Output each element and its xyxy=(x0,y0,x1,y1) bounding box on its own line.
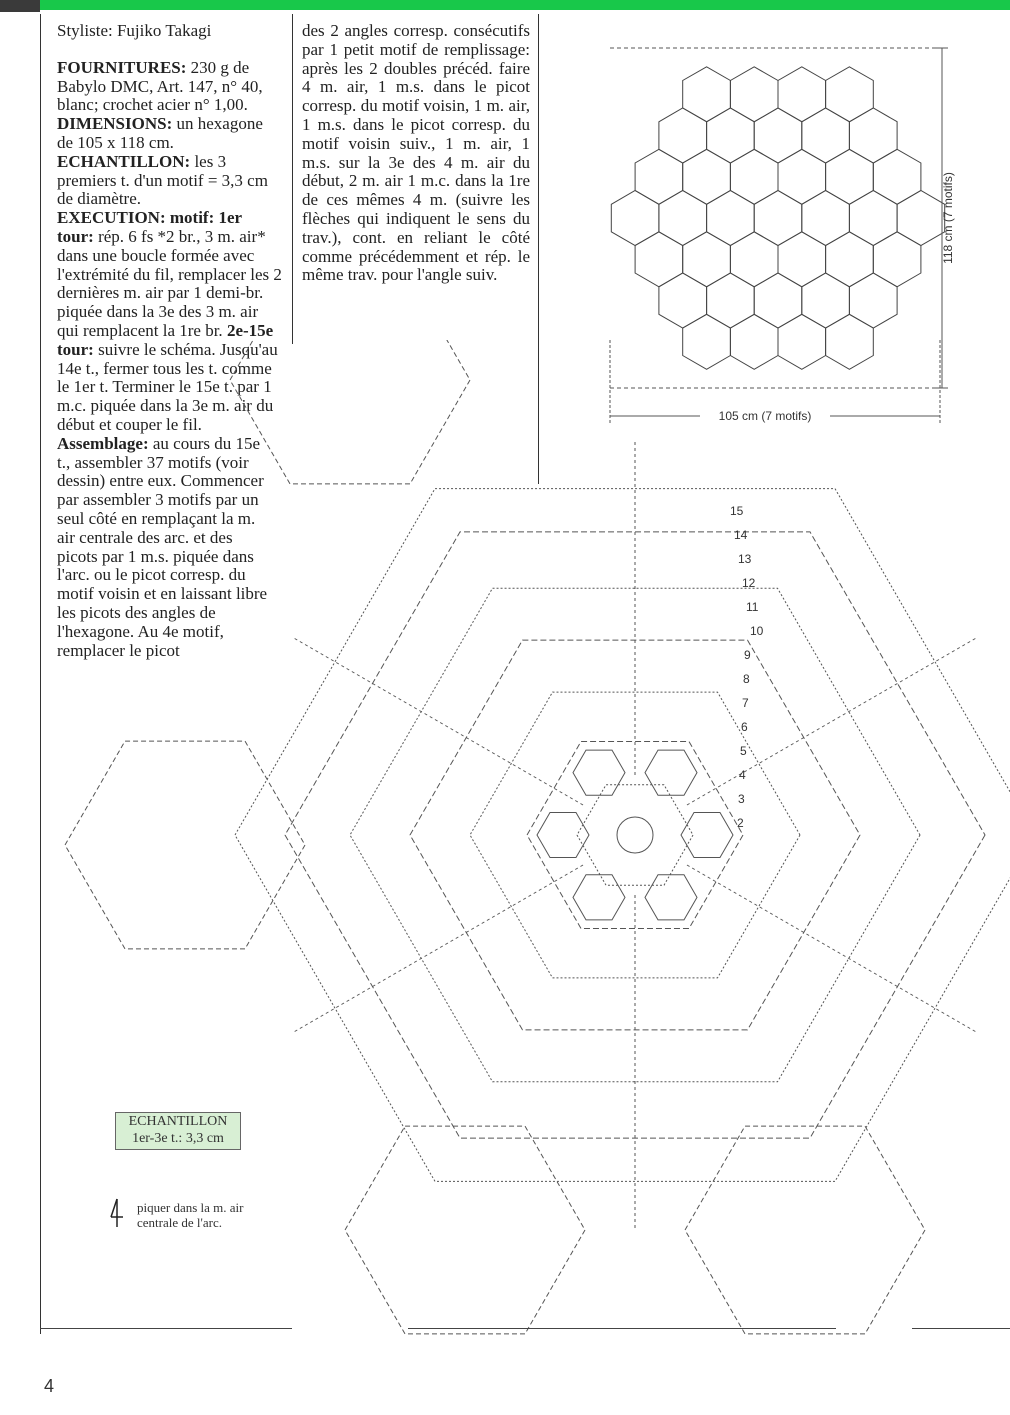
bottom-rule-left xyxy=(40,1328,292,1329)
chart-row-number: 6 xyxy=(741,720,748,734)
chart-ring xyxy=(527,742,743,929)
legend xyxy=(105,1195,305,1235)
hexagon-motif xyxy=(730,149,778,204)
fournitures-paragraph xyxy=(57,59,282,115)
chart-spoke xyxy=(293,865,583,1033)
tours-label: 2e-15e tour: xyxy=(57,320,274,359)
hexagon-motif xyxy=(778,232,826,287)
hexagon-motif xyxy=(826,67,874,122)
chart-row-number: 14 xyxy=(734,528,748,542)
chart-ring xyxy=(577,785,693,885)
chart-spoke xyxy=(687,638,977,806)
hexagon-motif xyxy=(802,191,850,246)
chart-petal xyxy=(573,750,625,795)
height-label: 118 cm (7 motifs) xyxy=(941,172,955,264)
chart-petal xyxy=(573,875,625,920)
chart-spoke xyxy=(687,865,977,1033)
hexagon-motif xyxy=(802,273,850,328)
chart-neighbour-motif xyxy=(65,741,305,949)
chart-row-number: 5 xyxy=(740,744,747,758)
instructions-column-2 xyxy=(302,22,530,285)
hexagon-motif xyxy=(707,273,755,328)
chart-ring xyxy=(470,692,800,978)
hexagon-motif xyxy=(683,149,731,204)
hexagon-motif xyxy=(849,108,897,163)
chart-ring xyxy=(410,640,860,1030)
header-green-stripe xyxy=(40,0,1010,10)
chart-row-number: 15 xyxy=(730,504,744,518)
chart-ring xyxy=(235,489,1010,1182)
column2-text: des 2 angles corresp. consécutifs par 1 petit motif de remplissage: après les 2 doubles précéd. faire 4 m. air, 1 m.s. dans le picot corresp. du motif voisin, 1 m. air, 1 m.s. dans le picot corresp. du motif voisin suiv., 1 m. air, 1 m.s. sur la 3e des 4 m. air du début, 2 m. air 1 m.c. dans la 1re de ces mêmes 4 m. (suivre les flèches qui indiquent le sens du trav.), cont. en reliant le côté comme précédemment et rép. le même trav. pour l'angle suiv. xyxy=(302,21,530,285)
fournitures-label: FOURNITURES: xyxy=(57,57,187,77)
hexagon-motif-grid xyxy=(611,67,944,370)
dimensions-label: DIMENSIONS: xyxy=(57,114,173,134)
width-label: 105 cm (7 motifs) xyxy=(718,409,812,423)
hexagon-motif xyxy=(683,67,731,122)
legend-line-1: piquer dans la m. air xyxy=(137,1200,244,1215)
chart-row-number: 4 xyxy=(739,768,746,782)
hexagon-motif xyxy=(730,232,778,287)
chart-row-number: 7 xyxy=(742,696,749,710)
execution-motif-label: motif: 1er tour: xyxy=(57,208,242,246)
echantillon-box-value: 1er-3e t.: 3,3 cm xyxy=(132,1131,224,1146)
chart-center-ring xyxy=(617,817,653,853)
hexagon-motif xyxy=(754,108,802,163)
hexagon-motif xyxy=(707,108,755,163)
execution-label: EXECUTION: xyxy=(57,208,166,228)
echantillon-text: les 3 premiers t. d'un motif = 3,3 cm de diamètre. xyxy=(57,151,268,209)
chart-spoke xyxy=(293,638,583,806)
echantillon-box xyxy=(115,1112,241,1150)
stylist-credit: Styliste: Fujiko Takagi xyxy=(57,21,212,40)
header-bar xyxy=(0,0,1010,12)
chart-petal xyxy=(681,813,733,858)
chart-row-number: 2 xyxy=(737,816,744,830)
hexagon-motif xyxy=(730,67,778,122)
hexagon-motif xyxy=(611,191,659,246)
dimensions-paragraph xyxy=(57,115,282,153)
hexagon-motif xyxy=(802,108,850,163)
legend-text xyxy=(137,1200,244,1230)
echantillon-paragraph xyxy=(57,153,282,209)
chart-stitch-lines xyxy=(65,340,1010,1334)
header-dark-block xyxy=(0,0,40,12)
assemblage-text: au cours du 15e t., assembler 37 motifs (voir dessin) entre eux. Commencer par assembler 3 motifs par un seul côté en remplaçant la m. air centrale des arc. et des picots par 1 m.s. piquée dans l'arc. ou le picot corresp. du motif voisin et en laissant libre les picots des angles de l'hexagone. Au 4e motif, remplacer le picot xyxy=(57,433,268,660)
tours-text: suivre le schéma. Jusqu'au 14e t., fermer tous les t. comme le 1er t. Terminer le 15e t. par 1 m.c. piquée dans la 3e m. air du début et couper le fil. xyxy=(57,339,278,434)
chart-row-number: 11 xyxy=(746,600,759,614)
chart-petal xyxy=(537,813,589,858)
dimensions-text: un hexagone de 105 x 118 cm. xyxy=(57,114,263,152)
insert-arrow-icon xyxy=(105,1195,129,1229)
chart-row-number: 13 xyxy=(738,552,752,566)
hexagon-motif xyxy=(754,191,802,246)
hexagon-motif xyxy=(897,191,945,246)
hexagon-motif xyxy=(683,232,731,287)
hexagon-motif xyxy=(635,232,683,287)
assemblage-label: Assemblage: xyxy=(57,433,149,453)
chart-petal xyxy=(645,750,697,795)
hexagon-motif xyxy=(873,232,921,287)
hexagon-motif xyxy=(826,232,874,287)
bottom-rule-right xyxy=(912,1328,1010,1329)
hexagon-motif xyxy=(635,149,683,204)
echantillon-box-title: ECHANTILLON xyxy=(128,1114,228,1129)
chart-row-numbers xyxy=(730,504,764,830)
hexagon-motif xyxy=(659,108,707,163)
bottom-rule-center xyxy=(408,1328,836,1329)
hexagon-motif xyxy=(849,273,897,328)
fournitures-text: 230 g de Babylo DMC, Art. 147, n° 40, blanc; crochet acier n° 1,00. xyxy=(57,57,263,115)
execution-text: rép. 6 fs *2 br., 3 m. air* dans une boucle formée avec l'extrémité du fil, remplacer les 2 dernières m. air par 1 demi-br. piquée dans la 3e des 3 m. air qui remplacent la 1re br. xyxy=(57,226,282,340)
hexagon-motif xyxy=(849,191,897,246)
chart-petal xyxy=(645,875,697,920)
hexagon-motif xyxy=(778,67,826,122)
chart-row-number: 9 xyxy=(744,648,751,662)
chart-neighbour-motif xyxy=(345,1126,585,1334)
hexagon-motif xyxy=(659,273,707,328)
hexagon-motif xyxy=(778,149,826,204)
hexagon-motif xyxy=(873,149,921,204)
chart-row-number: 12 xyxy=(742,576,756,590)
legend-line-2: centrale de l'arc. xyxy=(137,1215,222,1230)
chart-row-number: 3 xyxy=(738,792,745,806)
chart-row-number: 10 xyxy=(750,624,764,638)
echantillon-label: ECHANTILLON: xyxy=(57,151,191,171)
chart-ring xyxy=(350,588,920,1082)
chart-neighbour-motif xyxy=(230,340,470,484)
column-divider-rule xyxy=(292,14,293,344)
chart-neighbour-motif xyxy=(685,1126,925,1334)
hexagon-motif xyxy=(707,191,755,246)
hexagon-motif xyxy=(754,273,802,328)
chart-row-number: 8 xyxy=(743,672,750,686)
hexagon-motif xyxy=(826,149,874,204)
page-number: 4 xyxy=(44,1376,55,1396)
hexagon-motif xyxy=(659,191,707,246)
